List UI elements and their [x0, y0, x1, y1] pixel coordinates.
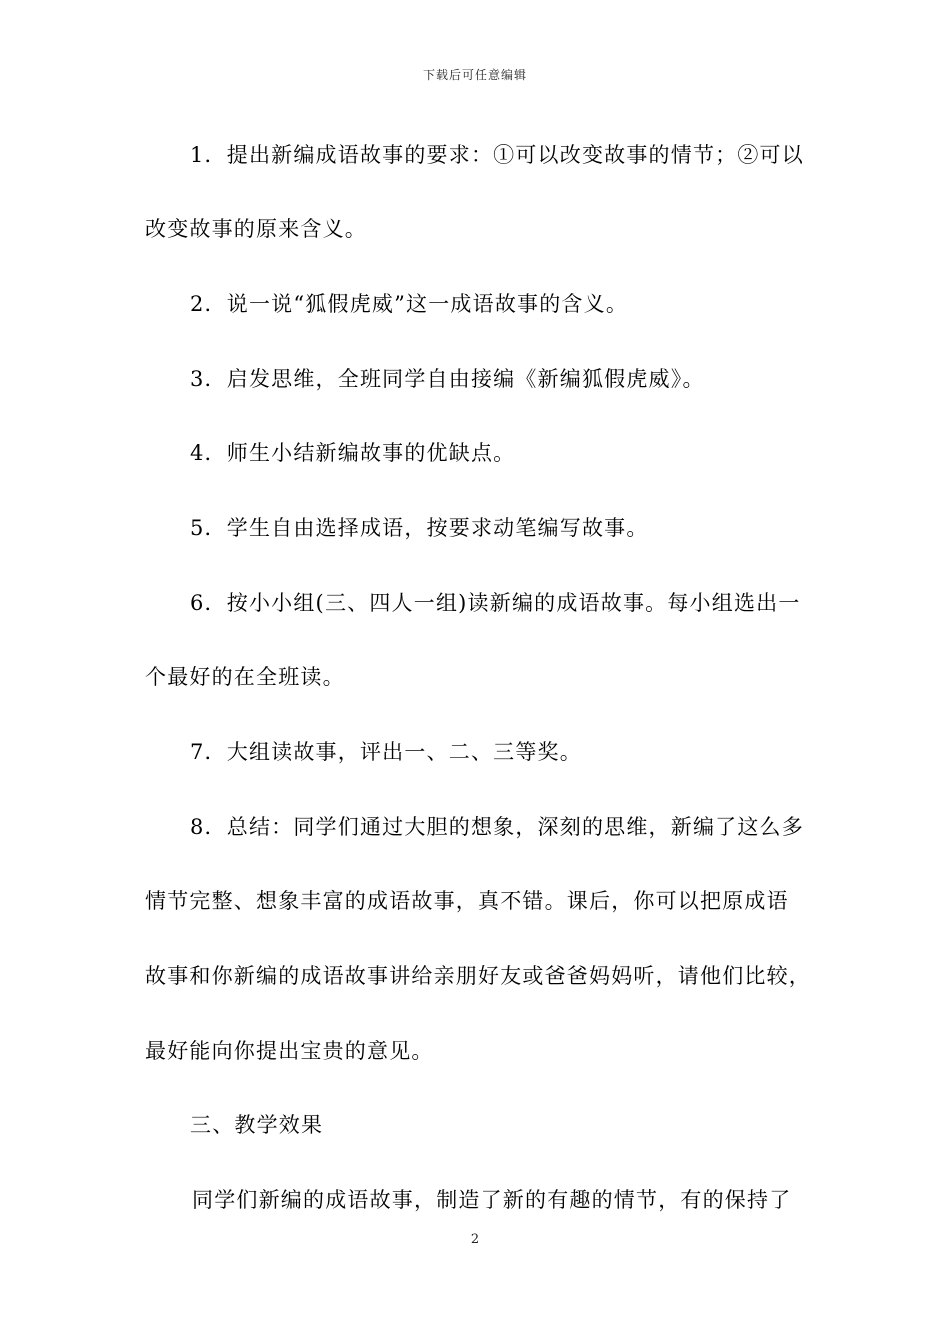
- paragraph-line: 7．大组读故事，评出一、二、三等奖。: [190, 740, 582, 764]
- section-heading: 三、教学效果: [190, 1113, 324, 1137]
- paragraph-line: 4．师生小结新编故事的优缺点。: [190, 441, 516, 465]
- paragraph-line: 最好能向你提出宝贵的意见。: [145, 1039, 434, 1063]
- paragraph-line: 5．学生自由选择成语，按要求动笔编写故事。: [190, 516, 649, 540]
- paragraph-line: 3．启发思维，全班同学自由接编《新编狐假虎威》。: [190, 367, 705, 391]
- page-number: 2: [470, 1232, 480, 1247]
- paragraph-line: 1．提出新编成语故事的要求：①可以改变故事的情节；②可以: [190, 143, 804, 167]
- paragraph-line: 情节完整、想象丰富的成语故事，真不错。课后，你可以把原成语: [145, 889, 789, 913]
- paragraph-line: 改变故事的原来含义。: [145, 217, 367, 241]
- paragraph-line: 2．说一说“狐假虎威”这一成语故事的含义。: [190, 292, 629, 316]
- paragraph-line: 6．按小小组(三、四人一组)读新编的成语故事。每小组选出一: [190, 591, 801, 615]
- paragraph-line: 故事和你新编的成语故事讲给亲朋好友或爸爸妈妈听，请他们比较，: [145, 964, 811, 988]
- paragraph-line: 同学们新编的成语故事，制造了新的有趣的情节，有的保持了: [192, 1188, 792, 1212]
- paragraph-line: 8．总结：同学们通过大胆的想象，深刻的思维，新编了这么多: [190, 815, 804, 839]
- page-header: 下载后可任意编辑: [422, 68, 527, 82]
- paragraph-line: 个最好的在全班读。: [145, 665, 345, 689]
